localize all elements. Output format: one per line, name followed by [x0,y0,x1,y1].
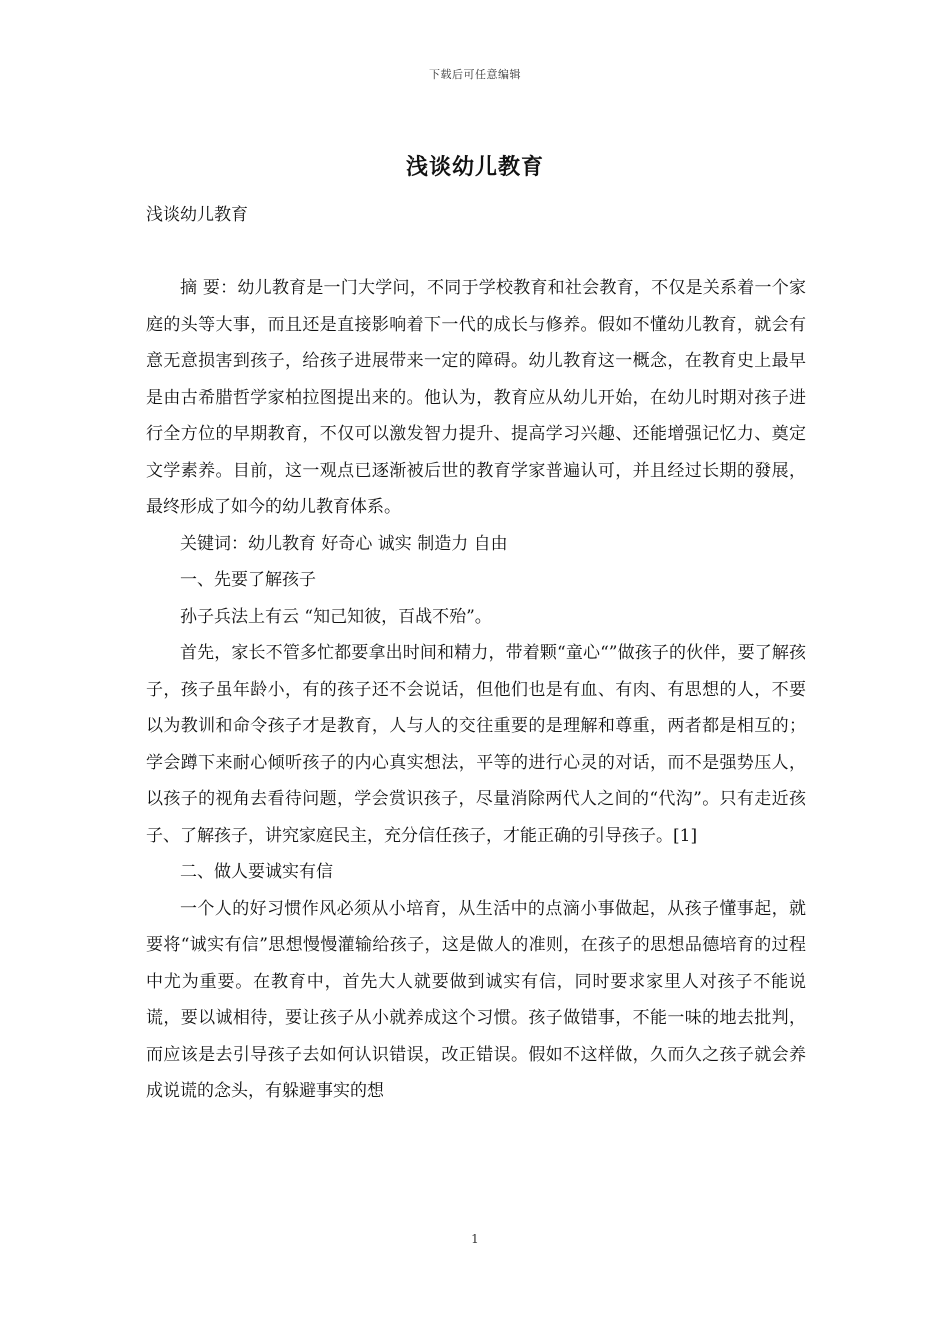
header-note: 下载后可任意编辑 [429,68,521,81]
page-number: 1 [471,1232,479,1246]
document-subtitle: 浅谈幼儿教育 [146,205,248,225]
quote-paragraph: 孙子兵法上有云 “知己知彼，百战不殆”。 [180,606,492,627]
document-title: 浅谈幼儿教育 [405,154,544,180]
section-heading-2: 二、做人要诚实有信 [180,862,333,882]
keywords-paragraph: 关键词：幼儿教育 好奇心 诚实 制造力 自由 [180,533,508,554]
body-paragraph-2: 一个人的好习惯作风必须从小培育，从生活中的点滴小事做起，从孩子懂事起，就要将“诚实有信”思想慢慢灌输给孩子，这是做人的准则，在孩子的思想品德培育的过程中尤为重要。在教育中，首先大人就要做到诚实有信，同时要求家里人对孩子不能说谎，要以诚相待，要让孩子从小就养成这个习惯。孩子做错事，不能一味的地去批判，而应该是去引导孩子去如何认识错误，改正错误。假如不这样做，久而久之孩子就会养成说谎的念头，有躲避事实的想 [146,898,806,1101]
body-paragraph-1: 首先，家长不管多忙都要拿出时间和精力，带着颗“童心“”做孩子的伙伴，要了解孩子，孩子虽年龄小，有的孩子还不会说话，但他们也是有血、有肉、有思想的人，不要以为教训和命令孩子才是教育，人与人的交往重要的是理解和尊重，两者都是相互的；学会蹲下来耐心倾听孩子的内心真实想法，平等的进行心灵的对话，而不是强势压人，以孩子的视角去看待问题，学会赏识孩子，尽量消除两代人之间的“代沟”。只有走近孩子、了解孩子，讲究家庭民主，充分信任孩子，才能正确的引导孩子。[1] [146,643,806,846]
section-heading-1: 一、先要了解孩子 [180,570,316,590]
document-body [146,270,806,1110]
abstract-paragraph: 摘 要：幼儿教育是一门大学问，不同于学校教育和社会教育，不仅是关系着一个家庭的头等大事，而且还是直接影响着下一代的成长与修养。假如不懂幼儿教育，就会有意无意损害到孩子，给孩子进展带来一定的障碍。幼儿教育这一概念，在教育史上最早是由古希腊哲学家柏拉图提出来的。他认为，教育应从幼儿开始，在幼儿时期对孩子进行全方位的早期教育，不仅可以激发智力提升、提高学习兴趣、还能增强记忆力、奠定文学素养。目前，这一观点已逐渐被后世的教育学家普遍认可，并且经过长期的發展，最终形成了如今的幼儿教育体系。 [146,278,806,517]
